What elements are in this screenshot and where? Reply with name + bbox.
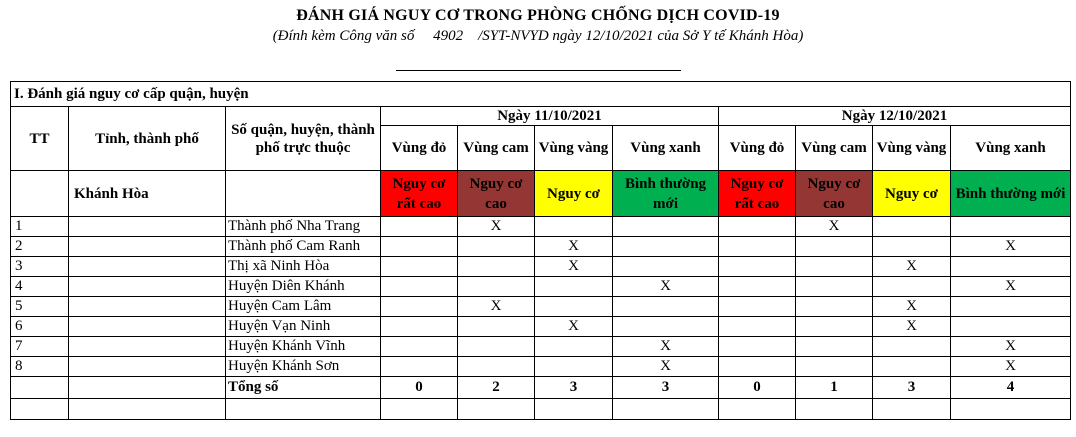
zone-mark-cell [381, 297, 458, 317]
zone-mark-cell [458, 317, 535, 337]
row-number: 1 [11, 217, 69, 237]
header-district: Số quận, huyện, thành phố trực thuộc [226, 107, 381, 171]
level-high: Nguy cơ cao [458, 171, 535, 217]
total-value: 3 [873, 377, 951, 399]
row-district-name: Huyện Diên Khánh [226, 277, 381, 297]
zone-mark-cell [951, 317, 1071, 337]
row-province-cell [69, 277, 226, 297]
table-row [11, 357, 1071, 377]
document-subtitle: (Đính kèm Công văn số 4902 /SYT-NVYD ngày 12/10/2021 của Sở Y tế Khánh Hòa) [272, 28, 804, 44]
zone-mark-cell [796, 337, 873, 357]
title-underline [396, 70, 681, 71]
zone-mark-cell [719, 297, 796, 317]
total-value: 0 [381, 377, 458, 399]
total-value: 0 [719, 377, 796, 399]
empty-cell [381, 399, 458, 420]
total-tt-cell [11, 377, 69, 399]
level-very-high: Nguy cơ rất cao [381, 171, 458, 217]
total-value: 4 [951, 377, 1071, 399]
row-district-name: Huyện Cam Lâm [226, 297, 381, 317]
zone-mark-cell [381, 237, 458, 257]
zone-mark-cell [381, 217, 458, 237]
zone-green-header: Vùng xanh [613, 126, 719, 171]
zone-mark-cell: X [951, 357, 1071, 377]
zone-mark-cell [796, 277, 873, 297]
zone-red-header: Vùng đỏ [381, 126, 458, 171]
zone-mark-cell [951, 217, 1071, 237]
row-number: 4 [11, 277, 69, 297]
table-row [11, 257, 1071, 277]
document-title: ĐÁNH GIÁ NGUY CƠ TRONG PHÒNG CHỐNG DỊCH COVID-19 [296, 7, 780, 24]
total-row [11, 377, 1071, 399]
zone-mark-cell [719, 277, 796, 297]
level-new-normal: Bình thường mới [613, 171, 719, 217]
header-date-1: Ngày 11/10/2021 [381, 107, 719, 126]
zone-mark-cell: X [458, 217, 535, 237]
zone-mark-cell [535, 277, 613, 297]
zone-mark-cell [951, 297, 1071, 317]
table-row [11, 297, 1071, 317]
zone-mark-cell [796, 257, 873, 277]
zone-mark-cell: X [951, 237, 1071, 257]
zone-orange-header: Vùng cam [458, 126, 535, 171]
total-value: 2 [458, 377, 535, 399]
level-new-normal: Bình thường mới [951, 171, 1071, 217]
empty-cell [613, 399, 719, 420]
zone-mark-cell: X [613, 277, 719, 297]
row-district-name: Huyện Vạn Ninh [226, 317, 381, 337]
zone-mark-cell [719, 217, 796, 237]
table-row [11, 337, 1071, 357]
zone-mark-cell [719, 317, 796, 337]
total-value: 3 [613, 377, 719, 399]
row-number: 7 [11, 337, 69, 357]
zone-mark-cell [719, 237, 796, 257]
zone-mark-cell [719, 337, 796, 357]
zone-mark-cell [458, 237, 535, 257]
row-province-cell [69, 297, 226, 317]
zone-mark-cell: X [873, 297, 951, 317]
zone-mark-cell [381, 277, 458, 297]
zone-mark-cell [458, 357, 535, 377]
zone-mark-cell [796, 317, 873, 337]
zone-yellow-header: Vùng vàng [535, 126, 613, 171]
row-province-cell [69, 217, 226, 237]
empty-row [11, 399, 1071, 420]
empty-cell [535, 399, 613, 420]
row-number: 8 [11, 357, 69, 377]
zone-orange-header: Vùng cam [796, 126, 873, 171]
level-very-high: Nguy cơ rất cao [719, 171, 796, 217]
header-province: Tỉnh, thành phố [69, 107, 226, 171]
zone-mark-cell [796, 357, 873, 377]
empty-cell [796, 399, 873, 420]
row-province-cell [69, 357, 226, 377]
zone-mark-cell: X [535, 257, 613, 277]
row-number: 2 [11, 237, 69, 257]
empty-cell [69, 399, 226, 420]
zone-mark-cell: X [796, 217, 873, 237]
table-row [11, 237, 1071, 257]
zone-mark-cell: X [535, 237, 613, 257]
level-medium: Nguy cơ [535, 171, 613, 217]
row-province-cell [69, 317, 226, 337]
zone-mark-cell [719, 257, 796, 277]
row-district-name: Thị xã Ninh Hòa [226, 257, 381, 277]
zone-mark-cell [613, 297, 719, 317]
row-district-name: Huyện Khánh Sơn [226, 357, 381, 377]
table-row [11, 217, 1071, 237]
zone-mark-cell [381, 357, 458, 377]
zone-mark-cell [873, 337, 951, 357]
zone-mark-cell: X [951, 277, 1071, 297]
zone-mark-cell: X [535, 317, 613, 337]
row-number: 6 [11, 317, 69, 337]
table-row [11, 317, 1071, 337]
total-value: 1 [796, 377, 873, 399]
table-row [11, 277, 1071, 297]
zone-mark-cell [613, 257, 719, 277]
zone-mark-cell [873, 237, 951, 257]
zone-mark-cell [613, 217, 719, 237]
zone-mark-cell: X [613, 337, 719, 357]
zone-mark-cell [613, 317, 719, 337]
zone-mark-cell [458, 277, 535, 297]
row-district-name: Huyện Khánh Vĩnh [226, 337, 381, 357]
zone-mark-cell: X [873, 257, 951, 277]
tt-empty-cell [11, 171, 69, 217]
zone-mark-cell [381, 317, 458, 337]
district-empty-cell [226, 171, 381, 217]
level-medium: Nguy cơ [873, 171, 951, 217]
zone-mark-cell [796, 297, 873, 317]
zone-mark-cell [951, 257, 1071, 277]
zone-mark-cell [535, 217, 613, 237]
row-number: 3 [11, 257, 69, 277]
total-label: Tổng số [226, 377, 381, 399]
zone-mark-cell [535, 297, 613, 317]
zone-mark-cell: X [873, 317, 951, 337]
row-district-name: Thành phố Cam Ranh [226, 237, 381, 257]
risk-assessment-table [10, 81, 1071, 420]
zone-green-header: Vùng xanh [951, 126, 1071, 171]
zone-mark-cell [796, 237, 873, 257]
empty-cell [11, 399, 69, 420]
row-number: 5 [11, 297, 69, 317]
total-value: 3 [535, 377, 613, 399]
zone-mark-cell [613, 237, 719, 257]
zone-mark-cell [535, 337, 613, 357]
empty-cell [226, 399, 381, 420]
row-district-name: Thành phố Nha Trang [226, 217, 381, 237]
zone-yellow-header: Vùng vàng [873, 126, 951, 171]
province-name: Khánh Hòa [69, 171, 226, 217]
zone-mark-cell [873, 277, 951, 297]
zone-red-header: Vùng đỏ [719, 126, 796, 171]
zone-mark-cell [873, 217, 951, 237]
zone-mark-cell [458, 257, 535, 277]
header-date-2: Ngày 12/10/2021 [719, 107, 1071, 126]
header-tt: TT [11, 107, 69, 171]
level-high: Nguy cơ cao [796, 171, 873, 217]
total-province-cell [69, 377, 226, 399]
zone-mark-cell [458, 337, 535, 357]
zone-mark-cell [535, 357, 613, 377]
zone-mark-cell: X [458, 297, 535, 317]
zone-mark-cell [381, 337, 458, 357]
zone-mark-cell [381, 257, 458, 277]
zone-mark-cell [873, 357, 951, 377]
empty-cell [951, 399, 1071, 420]
section-title: I. Đánh giá nguy cơ cấp quận, huyện [11, 82, 1071, 107]
row-province-cell [69, 257, 226, 277]
zone-mark-cell [719, 357, 796, 377]
zone-mark-cell: X [951, 337, 1071, 357]
row-province-cell [69, 237, 226, 257]
empty-cell [458, 399, 535, 420]
zone-mark-cell: X [613, 357, 719, 377]
row-province-cell [69, 337, 226, 357]
empty-cell [873, 399, 951, 420]
empty-cell [719, 399, 796, 420]
